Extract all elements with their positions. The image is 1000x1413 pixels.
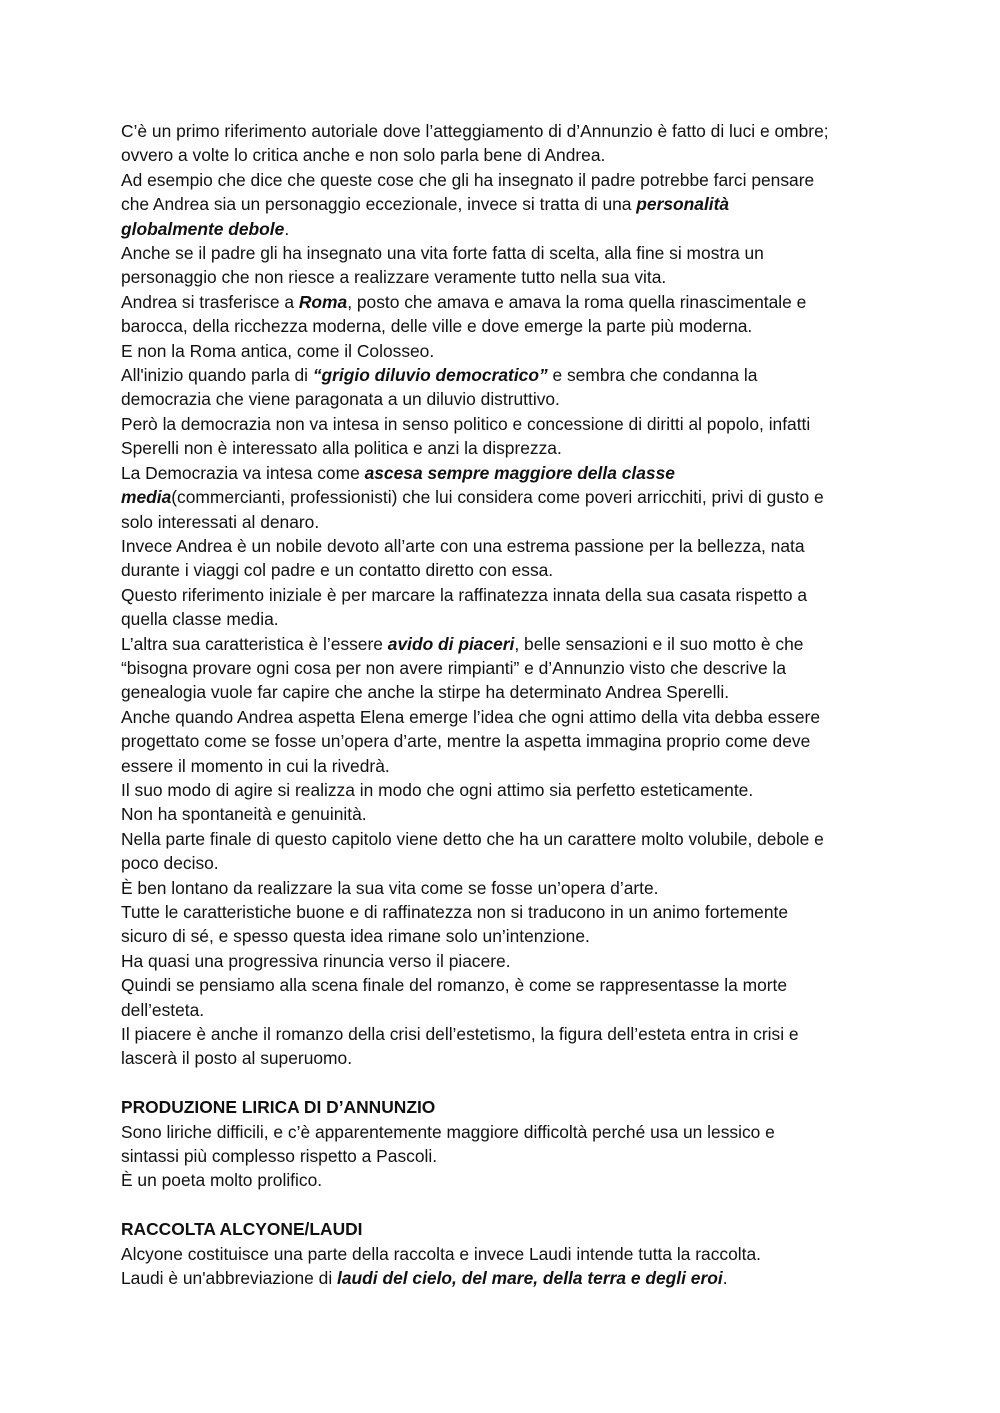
emphasis: avido di piaceri [387, 633, 515, 654]
text-line: Ha quasi una progressiva rinuncia verso il piacere. [121, 950, 511, 971]
emphasis: “grigio diluvio democratico” [312, 365, 548, 386]
text-line: All'inizio quando parla di “grigio diluvio democratico” e sembra che condanna la [121, 365, 758, 386]
text-line: Ad esempio che dice che queste cose che gli ha insegnato il padre potrebbe farci pensare [121, 169, 815, 190]
text-line: poco deciso. [121, 853, 219, 874]
text-line: È ben lontano da realizzare la sua vita come se fosse un’opera d’arte. [121, 877, 659, 898]
text-line: Però la democrazia non va intesa in senso politico e concessione di diritti al popolo, infatti [121, 413, 811, 434]
section-heading: PRODUZIONE LIRICA DI D’ANNUNZIO [121, 1097, 436, 1118]
text-line: genealogia vuole far capire che anche la stirpe ha determinato Andrea Sperelli. [121, 682, 730, 703]
text-line: Il suo modo di agire si realizza in modo che ogni attimo sia perfetto esteticamente. [121, 779, 754, 800]
text-line: Laudi è un'abbreviazione di laudi del cielo, del mare, della terra e degli eroi. [121, 1268, 728, 1289]
text-line: Andrea si trasferisce a Roma, posto che amava e amava la roma quella rinascimentale e [121, 291, 807, 312]
section-heading: RACCOLTA ALCYONE/LAUDI [121, 1219, 363, 1240]
text-line: C’è un primo riferimento autoriale dove l’atteggiamento di d’Annunzio è fatto di luci e ombre; [121, 121, 829, 141]
text-line: dell’esteta. [121, 999, 205, 1020]
text-line: Invece Andrea è un nobile devoto all’arte con una estrema passione per la bellezza, nata [121, 535, 805, 556]
text-line: Anche quando Andrea aspetta Elena emerge l’idea che ogni attimo della vita debba essere [121, 706, 821, 727]
text-line: Tutte le caratteristiche buone e di raffinatezza non si traducono in un animo fortemente [121, 902, 789, 922]
text-line: “bisogna provare ogni cosa per non avere rimpianti” e d’Annunzio visto che descrive la [121, 657, 787, 678]
text-line: Non ha spontaneità e genuinità. [121, 804, 367, 825]
text-line: democrazia che viene paragonata a un diluvio distruttivo. [121, 389, 560, 410]
text-line: lascerà il posto al superuomo. [121, 1048, 353, 1069]
text-line: È un poeta molto prolifico. [121, 1170, 323, 1191]
emphasis: globalmente debole [121, 218, 285, 239]
emphasis: ascesa sempre maggiore della classe [364, 462, 675, 483]
text-line: Anche se il padre gli ha insegnato una vita forte fatta di scelta, alla fine si mostra un [121, 243, 764, 264]
emphasis: media [121, 487, 172, 508]
text-line: Alcyone costituisce una parte della raccolta e invece Laudi intende tutta la raccolta. [121, 1243, 761, 1264]
text-line: E non la Roma antica, come il Colosseo. [121, 340, 435, 361]
text-line: L’altra sua caratteristica è l’essere avido di piaceri, belle sensazioni e il suo motto è che [121, 633, 804, 654]
text-line: sicuro di sé, e spesso questa idea rimane solo un’intenzione. [121, 926, 590, 947]
text-line: Il piacere è anche il romanzo della crisi dell’estetismo, la figura dell’esteta entra in crisi e [121, 1024, 799, 1045]
text-line: Quindi se pensiamo alla scena finale del romanzo, è come se rappresentasse la morte [121, 975, 788, 996]
text-line: La Democrazia va intesa come ascesa sempre maggiore della classe [121, 462, 675, 483]
text-line: barocca, della ricchezza moderna, delle ville e dove emerge la parte più moderna. [121, 316, 753, 337]
text-line: durante i viaggi col padre e un contatto diretto con essa. [121, 560, 554, 581]
text-line: media(commercianti, professionisti) che lui considera come poveri arricchiti, privi di gusto e [121, 487, 824, 508]
text-line: globalmente debole. [121, 218, 290, 239]
text-line: personaggio che non riesce a realizzare veramente tutto nella sua vita. [121, 267, 667, 288]
text-line: essere il momento in cui la rivedrà. [121, 755, 390, 776]
text-line: quella classe media. [121, 609, 279, 630]
emphasis: personalità [636, 194, 730, 215]
text-line: solo interessati al denaro. [121, 511, 320, 532]
text-line: che Andrea sia un personaggio eccezionale, invece si tratta di una personalità [121, 194, 730, 215]
text-line: ovvero a volte lo critica anche e non solo parla bene di Andrea. [121, 145, 606, 166]
emphasis: laudi del cielo, del mare, della terra e degli eroi [337, 1268, 723, 1289]
emphasis: Roma [298, 291, 348, 312]
text-line: Sperelli non è interessato alla politica e anzi la disprezza. [121, 438, 562, 459]
paragraph-gap [121, 1071, 900, 1095]
paragraph-gap [121, 1193, 900, 1217]
text-line: Questo riferimento iniziale è per marcare la raffinatezza innata della sua casata rispetto a [121, 584, 808, 605]
text-line: Nella parte finale di questo capitolo viene detto che ha un carattere molto volubile, debole e [121, 828, 824, 849]
text-line: sintassi più complesso rispetto a Pascoli. [121, 1146, 438, 1167]
text-line: progettato come se fosse un’opera d’arte, mentre la aspetta immagina proprio come deve [121, 731, 811, 752]
text-line: Sono liriche difficili, e c’è apparentemente maggiore difficoltà perché usa un lessico e [121, 1121, 775, 1142]
